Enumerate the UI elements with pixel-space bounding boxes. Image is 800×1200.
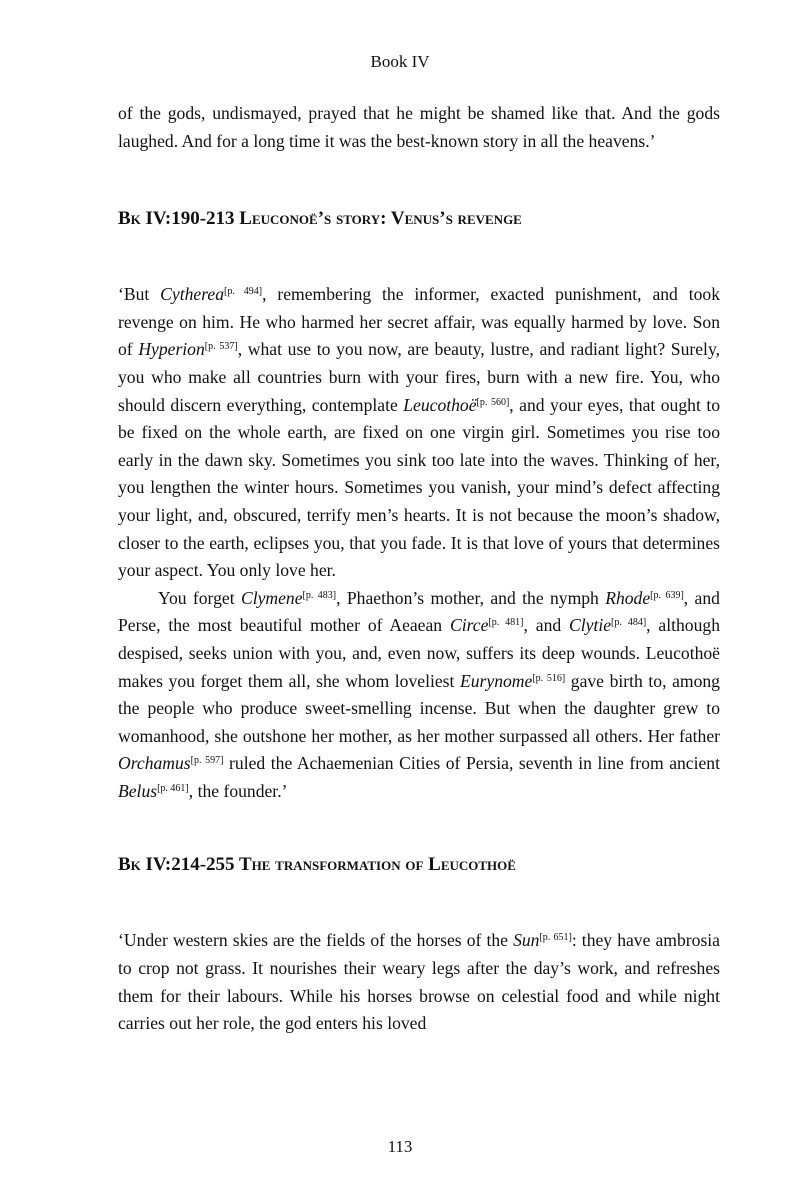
- text-run: , although despised, seeks union with you, and, even now, suffers its deep wounds. Leucothoë makes you forget them all, she whom loveliest: [118, 615, 720, 691]
- section-heading: Bk IV:190-213 Leuconoë’s story: Venus’s revenge: [118, 208, 522, 230]
- text-run: ‘Under western skies are the fields of the horses of the: [118, 930, 514, 951]
- text-run: : they have ambrosia to crop not grass. It nourishes their weary legs after the day’s work, and refreshes them for their labours. While his horses browse on celestial food and while night carries out her role, the god enters his loved: [118, 930, 720, 1034]
- text-run: , and: [523, 615, 570, 636]
- text-run: , what use to you now, are beauty, lustre, and radiant light? Surely, you who make all countries burn with your fires, burn with a new fire. You, who should discern everything, contemplate: [118, 339, 720, 415]
- italic-name: Circe: [449, 615, 489, 636]
- text-run: You forget: [158, 587, 241, 608]
- paragraph: [118, 281, 720, 585]
- page-reference: [p. 461]: [157, 782, 189, 794]
- italic-name: Cytherea: [160, 284, 224, 305]
- page-reference: [p. 597]: [190, 755, 224, 767]
- paragraph: [118, 100, 720, 155]
- paragraph: [118, 927, 720, 1037]
- page-reference: [p. 560]: [476, 396, 510, 408]
- italic-name: Eurynome: [460, 670, 533, 691]
- text-run: ruled the Achaemenian Cities of Persia, seventh in line from ancient: [223, 753, 720, 774]
- text-run: ‘But: [118, 284, 161, 305]
- paragraph: [118, 585, 720, 806]
- page-reference: [p. 484]: [611, 617, 647, 629]
- italic-name: Hyperion: [138, 339, 205, 360]
- text-run: , and Perse, the most beautiful mother of Aeaean: [118, 587, 720, 636]
- text-run: gave birth to, among the people who produce sweet-smelling incense. But when the daughter grew to womanhood, she outshone her mother, as her mother surpassed all others. Her father: [118, 670, 720, 746]
- text-run: of the gods, undismayed, prayed that he might be shamed like that. And the gods laughed. And for a long time it was the best-known story in all the heavens.’: [118, 103, 720, 151]
- running-head: Book IV: [370, 52, 430, 71]
- text-run: , Phaethon’s mother, and the nymph: [336, 587, 606, 608]
- text-run: , the founder.’: [188, 780, 288, 801]
- italic-name: Orchamus: [118, 753, 191, 774]
- italic-name: Sun: [513, 930, 540, 951]
- page-reference: [p. 639]: [650, 589, 684, 601]
- text-run: , and your eyes, that ought to be fixed on the whole earth, are fixed on one virgin girl. Sometimes you rise too early in the dawn sky. Sometimes you sink too late into the waves. Thinking of her, you lengthen the winter hours. Sometimes you vanish, your mind’s defect affecting your light, and, obscured, terrify men’s hearts. It is not because the moon’s shadow, closer to the earth, eclipses you, that you fade. It is that love of yours that determines your aspect. You only love her.: [118, 394, 721, 581]
- page-number: 113: [387, 1137, 413, 1156]
- page-body: [118, 100, 720, 1038]
- italic-name: Clymene: [240, 587, 303, 608]
- page-reference: [p. 483]: [302, 589, 337, 601]
- page-reference: [p. 516]: [532, 672, 566, 684]
- section-heading: Bk IV:214-255 The transformation of Leucothoë: [118, 854, 516, 876]
- italic-name: Leucothoë: [403, 394, 477, 415]
- page-reference: [p. 651]: [539, 932, 572, 944]
- page-reference: [p. 481]: [488, 617, 524, 629]
- page-reference: [p. 537]: [204, 341, 238, 353]
- italic-name: Belus: [118, 780, 158, 801]
- italic-name: Rhode: [605, 587, 651, 608]
- text-run: , remembering the informer, exacted punishment, and took revenge on him. He who harmed her secret affair, was equally harmed by love. Son of: [118, 284, 720, 360]
- page-reference: [p. 494]: [224, 286, 263, 298]
- italic-name: Clytie: [569, 615, 612, 636]
